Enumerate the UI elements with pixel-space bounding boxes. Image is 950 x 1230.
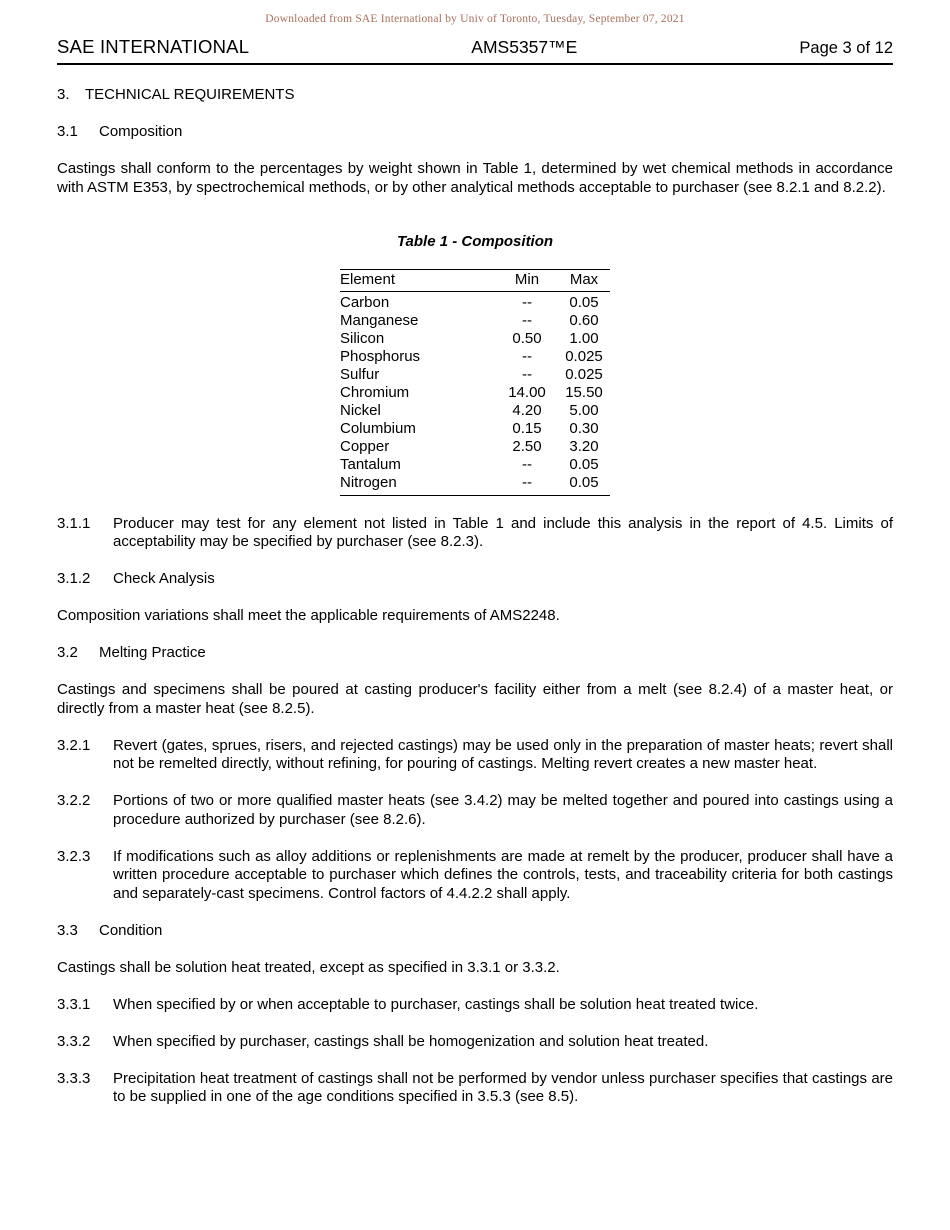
section-number: 3.1.2 — [57, 570, 91, 587]
min-cell: 4.20 — [512, 401, 542, 419]
section-heading-3-1 — [57, 123, 893, 142]
min-cell: 0.15 — [512, 419, 542, 437]
max-cell: 1.00 — [569, 329, 599, 347]
element-cell: Nitrogen — [340, 473, 397, 491]
header-page-number: Page 3 of 12 — [799, 39, 893, 57]
numbered-paragraph-3-3-1 — [57, 996, 893, 1015]
section-heading-3-1-2 — [57, 570, 893, 589]
numbered-paragraph-3-1-1 — [57, 515, 893, 552]
table-row — [340, 366, 610, 384]
table-title: Table 1 - Composition — [396, 233, 554, 250]
element-cell: Sulfur — [340, 365, 380, 383]
section-title: Composition — [99, 123, 183, 140]
element-cell: Nickel — [340, 401, 381, 419]
table-header-row — [340, 269, 610, 291]
clause-number: 3.2.3 — [57, 847, 91, 865]
page-header — [57, 36, 893, 65]
table-row — [340, 438, 610, 456]
element-cell: Tantalum — [340, 455, 401, 473]
numbered-paragraph-3-2-1 — [57, 737, 893, 774]
max-cell: 0.025 — [565, 365, 603, 383]
header-publisher: SAE INTERNATIONAL — [57, 36, 250, 57]
min-cell: -- — [522, 455, 532, 473]
table-row — [340, 420, 610, 438]
element-cell: Manganese — [340, 311, 419, 329]
min-cell: -- — [522, 347, 532, 365]
min-cell: 14.00 — [508, 383, 546, 401]
document-body — [57, 86, 893, 1107]
clause-text: Producer may test for any element not listed in Table 1 and include this analysis in the report of 4.5. Limits of acceptability may be specified by purchaser (see 8.2.3). — [113, 514, 893, 550]
max-cell: 0.025 — [565, 347, 603, 365]
download-watermark: Downloaded from SAE International by Univ of Toronto, Tuesday, September 07, 2021 — [265, 13, 685, 25]
table-row — [340, 312, 610, 330]
min-cell: -- — [522, 311, 532, 329]
max-cell: 0.60 — [569, 311, 599, 329]
clause-text: Portions of two or more qualified master heats (see 3.4.2) may be melted together and poured into castings using a procedure authorized by purchaser (see 8.2.6). — [113, 792, 893, 828]
section-number: 3. — [57, 86, 70, 103]
column-header-max: Max — [569, 270, 599, 288]
section-heading-3-3 — [57, 922, 893, 941]
max-cell: 0.05 — [569, 455, 599, 473]
section-number: 3.1 — [57, 123, 78, 140]
element-cell: Phosphorus — [340, 347, 421, 365]
clause-number: 3.3.1 — [57, 995, 91, 1013]
numbered-paragraph-3-3-3 — [57, 1070, 893, 1107]
element-cell: Copper — [340, 437, 390, 455]
max-cell: 5.00 — [569, 401, 599, 419]
min-cell: -- — [522, 293, 532, 311]
table-row — [340, 402, 610, 420]
numbered-paragraph-3-2-2 — [57, 792, 893, 829]
section-title: TECHNICAL REQUIREMENTS — [85, 86, 295, 103]
clause-text: When specified by or when acceptable to purchaser, castings shall be solution heat treated twice. — [113, 995, 759, 1013]
max-cell: 0.05 — [569, 293, 599, 311]
header-document-number: AMS5357™E — [471, 37, 578, 57]
element-cell: Silicon — [340, 329, 385, 347]
table-row — [340, 291, 610, 312]
section-heading-3 — [57, 86, 893, 105]
min-cell: -- — [522, 365, 532, 383]
table-row — [340, 474, 610, 496]
max-cell: 3.20 — [569, 437, 599, 455]
section-number: 3.2 — [57, 644, 78, 661]
element-cell: Columbium — [340, 419, 416, 437]
clause-text: Revert (gates, sprues, risers, and rejected castings) may be used only in the preparation of master heats; revert shall not be remelted directly, without refining, for pouring of castings. Melting revert creates a new master heat. — [113, 736, 893, 772]
min-cell: 0.50 — [512, 329, 542, 347]
section-number: 3.3 — [57, 921, 78, 939]
max-cell: 0.30 — [569, 419, 599, 437]
max-cell: 15.50 — [565, 383, 603, 401]
clause-number: 3.1.1 — [57, 514, 91, 532]
clause-number: 3.2.2 — [57, 792, 91, 809]
paragraph-3-1: Castings shall conform to the percentages by weight shown in Table 1, determined by wet chemical methods in accordance with ASTM E353, by spectrochemical methods, or by other analytical methods acceptable to purchaser (see 8.2.1 and 8.2.2). — [57, 160, 893, 196]
element-cell: Chromium — [340, 383, 410, 401]
table-row — [340, 330, 610, 348]
max-cell: 0.05 — [569, 473, 599, 491]
composition-table — [340, 269, 610, 496]
section-heading-3-2 — [57, 644, 893, 663]
table-row — [340, 456, 610, 474]
numbered-paragraph-3-3-2 — [57, 1033, 893, 1052]
paragraph-3-3: Castings shall be solution heat treated, except as specified in 3.3.1 or 3.3.2. — [57, 958, 560, 976]
clause-number: 3.3.3 — [57, 1069, 91, 1087]
min-cell: -- — [522, 473, 532, 491]
section-title: Condition — [99, 921, 163, 939]
paragraph-3-1-2: Composition variations shall meet the applicable requirements of AMS2248. — [57, 607, 560, 624]
clause-text: If modifications such as alloy additions or replenishments are made at remelt by the producer, producer shall have a written procedure acceptable to purchaser which defines the controls, tests, and traceability criteria for both castings and separately-cast specimens. Control factors of 4.4.2.2 shall apply. — [113, 847, 893, 902]
table-row — [340, 384, 610, 402]
column-header-element: Element — [340, 270, 396, 288]
table-row — [340, 348, 610, 366]
section-title: Melting Practice — [99, 644, 206, 661]
clause-text: Precipitation heat treatment of castings shall not be performed by vendor unless purchaser specifies that castings are to be supplied in one of the age conditions specified in 3.5.3 (see 8.5). — [113, 1069, 893, 1105]
clause-number: 3.2.1 — [57, 736, 91, 754]
min-cell: 2.50 — [512, 437, 542, 455]
element-cell: Carbon — [340, 293, 390, 311]
paragraph-3-2: Castings and specimens shall be poured at casting producer's facility either from a melt (see 8.2.4) of a master heat, or directly from a master heat (see 8.2.5). — [57, 681, 893, 717]
clause-text: When specified by purchaser, castings shall be homogenization and solution heat treated. — [113, 1032, 709, 1050]
clause-number: 3.3.2 — [57, 1032, 91, 1050]
section-title: Check Analysis — [113, 570, 215, 587]
table-1-section — [57, 233, 893, 496]
numbered-paragraph-3-2-3 — [57, 848, 893, 904]
column-header-min: Min — [514, 270, 540, 288]
